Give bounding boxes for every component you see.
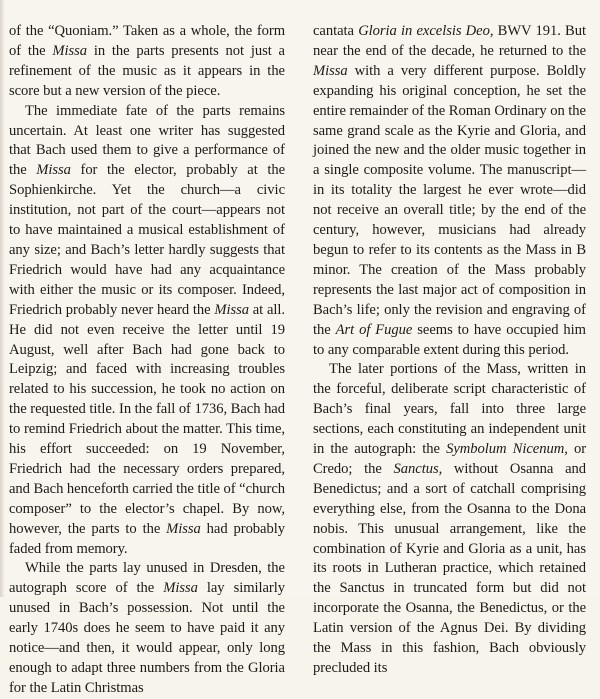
italic-run: Gloria in excelsis Deo, <box>358 23 494 39</box>
paragraph-continued: cantata Gloria in excelsis Deo, BWV 191. But near the end of the decade, he returned to the Missa with a very different purpose. Boldly expanding his original conception, he set the entire remainder of the Roman Ordinary on the same grand scale as the Kyrie and Gloria, and joined the new and the older music together in a single composite volume. The manuscript—in its totality the largest he ever wrote—did not receive an overall title; by the end of the century, however, musicians had already begun to refer to its contents as the Mass in B minor. The creation of the Mass probably represents the last major act of composition in Bach’s life; only the revision and engraving of the Art of Fugue seems to have occupied him to any comparable extent during this period. <box>313 23 586 358</box>
italic-run: Missa <box>166 520 201 537</box>
italic-run: Missa <box>163 580 198 597</box>
italic-run: Missa <box>214 301 249 318</box>
page-gutter-shadow <box>0 0 5 597</box>
paragraph: The later portions of the Mass, written in the forceful, deliberate script characteristic of Bach’s final years, fall into three large sections, each constituting an independent unit in the autograph: the Symbolum Nicenum, or Credo; the Sanctus, without Osanna and Benedictus; and a sort of catchall comprising everything else, from the Osanna to the Dona nobis. This unusual arrangement, like the combination of Kyrie and Gloria as a unit, has its roots in Lutheran practice, which retained the Sanctus in truncated form but did not incorporate the Osanna, the Benedictus, or the Latin version of the Agnus Dei. By dividing the Mass in this fashion, Bach obviously precluded its <box>313 361 587 676</box>
paragraph: The immediate fate of the parts remains uncertain. At least one writer has suggested that Bach used them to give a performance of the Missa for the elector, probably at the Sophienkirche. Yet the church—a civic institution, not part of the court—appears not to have maintained a musical establishment of any size; and Bach’s letter hardly suggests that Friedrich would have had any acquaintance with either the music or its composer. Indeed, Friedrich probably never heard the Missa at all. He did not even receive the letter until 19 August, well after Bach had gone back to Leipzig; and faced with increasing troubles related to his succession, he took no action on the requested title. In the fall of 1736, Bach had to remind Friedrich about the matter. This time, his effort succeeded: on 19 November, Friedrich had the necessary orders prepared, and Bach henceforth carried the title of “church composer” to the elector’s chapel. By now, however, the parts to the Missa had probably faded from memory. <box>9 102 285 557</box>
left-text-column <box>9 22 285 699</box>
right-text-column <box>313 22 586 679</box>
paragraph-continued: of the “Quoniam.” Taken as a whole, the form of the Missa in the parts presents not just a refinement of the music as it appears in the score but a new version of the piece. <box>9 23 285 99</box>
italic-run: Missa <box>313 62 348 79</box>
italic-run: Missa <box>36 162 71 179</box>
italic-run: Missa <box>52 42 87 59</box>
italic-run: Sanctus, <box>393 460 443 477</box>
italic-run: Symbolum Nicenum, <box>446 441 568 458</box>
italic-run: Art of Fugue <box>335 321 413 338</box>
paragraph: While the parts lay unused in Dresden, the autograph score of the Missa lay similarly unused in Bach’s possession. Not until the early 1740s does he seem to have paid it any notice—and then, it would appear, only long enough to adapt three numbers from the Gloria for the Latin Christmas <box>9 560 285 696</box>
